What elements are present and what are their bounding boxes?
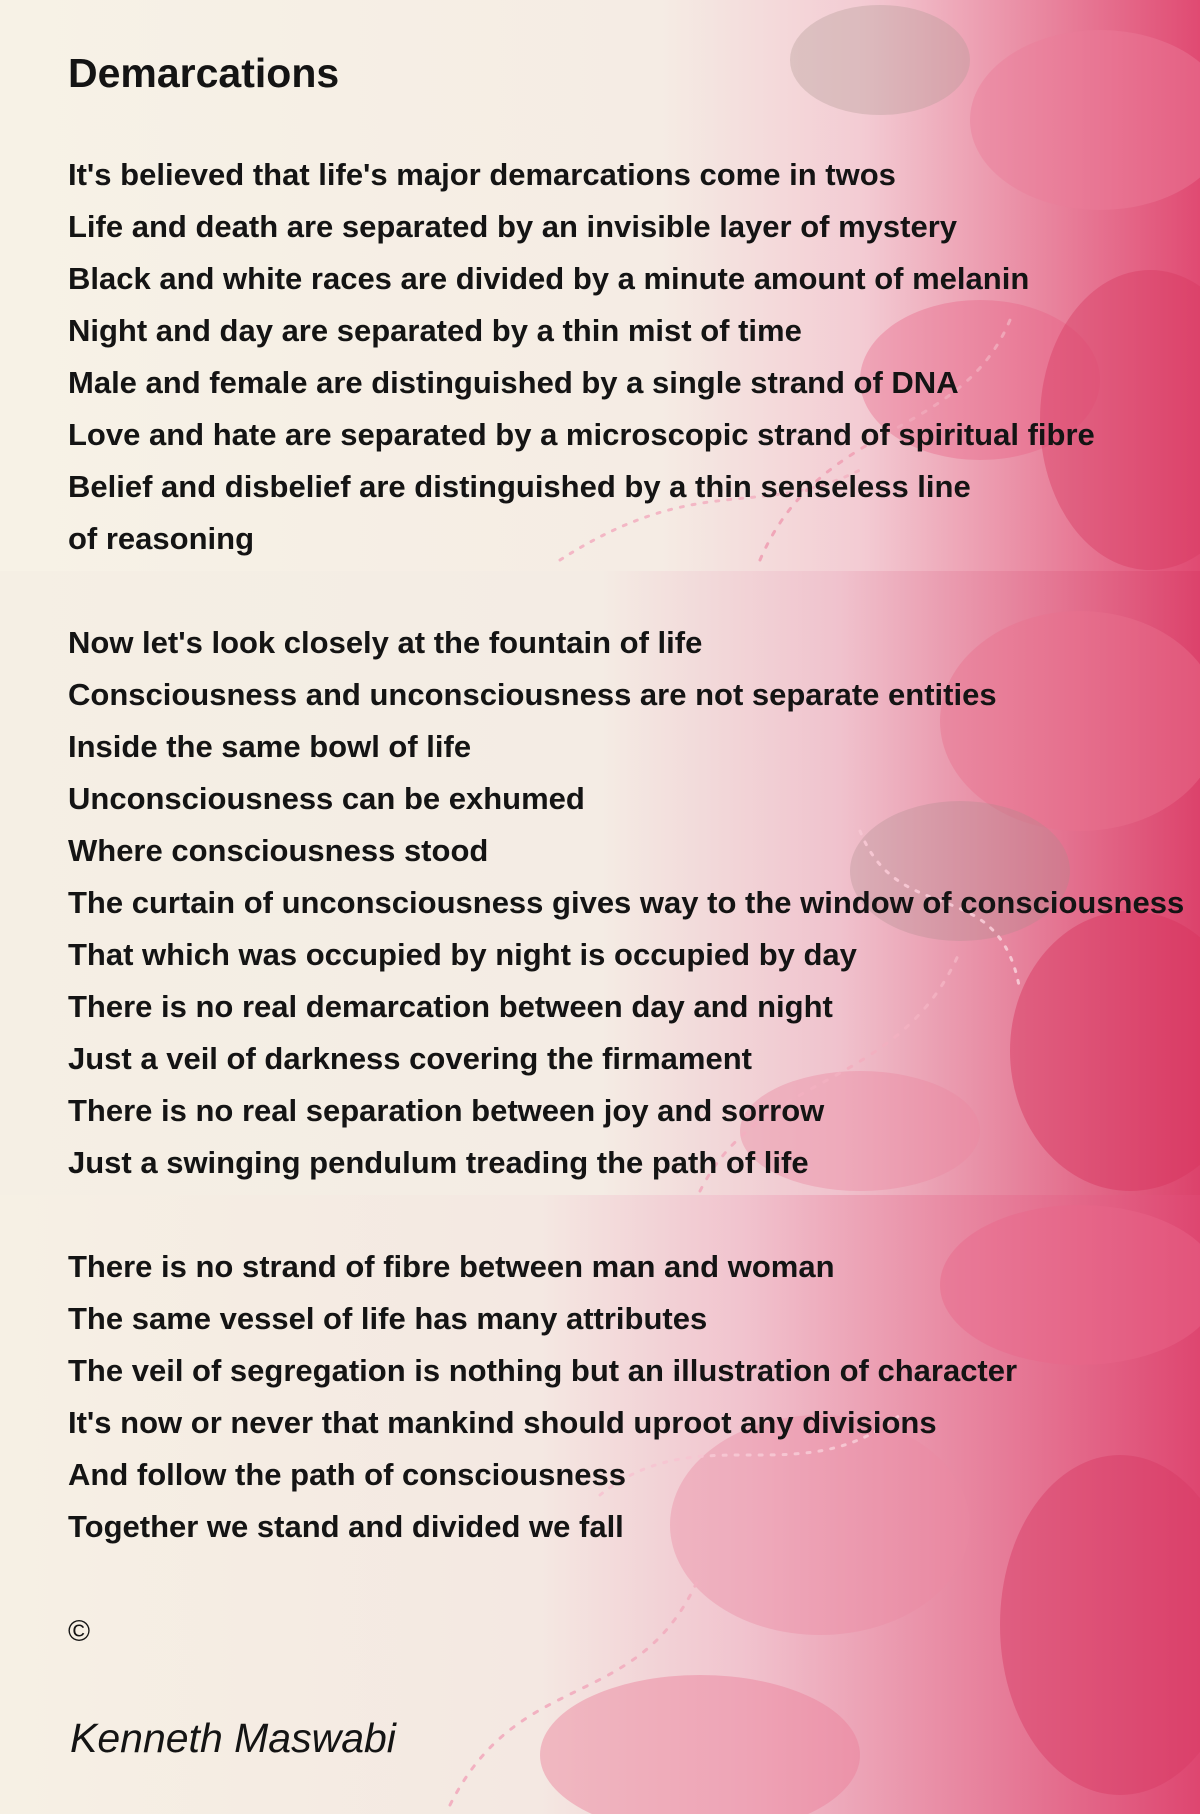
poem-line: It's believed that life's major demarcations come in twos	[68, 157, 896, 192]
poem-line: Just a swinging pendulum treading the path of life	[68, 1145, 809, 1180]
author-name: Kenneth Maswabi	[70, 1715, 396, 1761]
poem-line: There is no strand of fibre between man and woman	[68, 1249, 835, 1284]
poem-line: Now let's look closely at the fountain of life	[68, 625, 703, 660]
poem-line: Night and day are separated by a thin mist of time	[68, 313, 802, 348]
poem-line: That which was occupied by night is occupied by day	[68, 937, 857, 972]
poem-line: Male and female are distinguished by a single strand of DNA	[68, 365, 959, 400]
poem-title: Demarcations	[68, 50, 340, 96]
poem-line: Belief and disbelief are distinguished by a thin senseless line	[68, 469, 971, 504]
poem-line: of reasoning	[68, 521, 255, 556]
poem-line: Love and hate are separated by a microscopic strand of spiritual fibre	[68, 417, 1095, 452]
poem-line: Black and white races are divided by a minute amount of melanin	[68, 261, 1030, 296]
poem-line: There is no real separation between joy and sorrow	[68, 1093, 825, 1128]
poem-line: Together we stand and divided we fall	[68, 1509, 624, 1544]
poem-line: Inside the same bowl of life	[68, 729, 472, 764]
poem-line: Just a veil of darkness covering the firmament	[68, 1041, 752, 1076]
poem-line: It's now or never that mankind should uproot any divisions	[68, 1405, 937, 1440]
poem-line: The veil of segregation is nothing but an illustration of character	[68, 1353, 1018, 1388]
poem-line: The same vessel of life has many attributes	[68, 1301, 708, 1336]
poem-line: The curtain of unconsciousness gives way to the window of consciousness	[68, 885, 1185, 920]
poem-line: There is no real demarcation between day and night	[68, 989, 833, 1024]
poem-line: Where consciousness stood	[68, 833, 489, 868]
poem-line: Unconsciousness can be exhumed	[68, 781, 585, 816]
poem-line: Life and death are separated by an invisible layer of mystery	[68, 209, 958, 244]
poem-line: Consciousness and unconsciousness are not separate entities	[68, 677, 997, 712]
poem	[68, 0, 1200, 1814]
copyright-symbol: ©	[68, 1615, 91, 1648]
poem-line: And follow the path of consciousness	[68, 1457, 627, 1492]
